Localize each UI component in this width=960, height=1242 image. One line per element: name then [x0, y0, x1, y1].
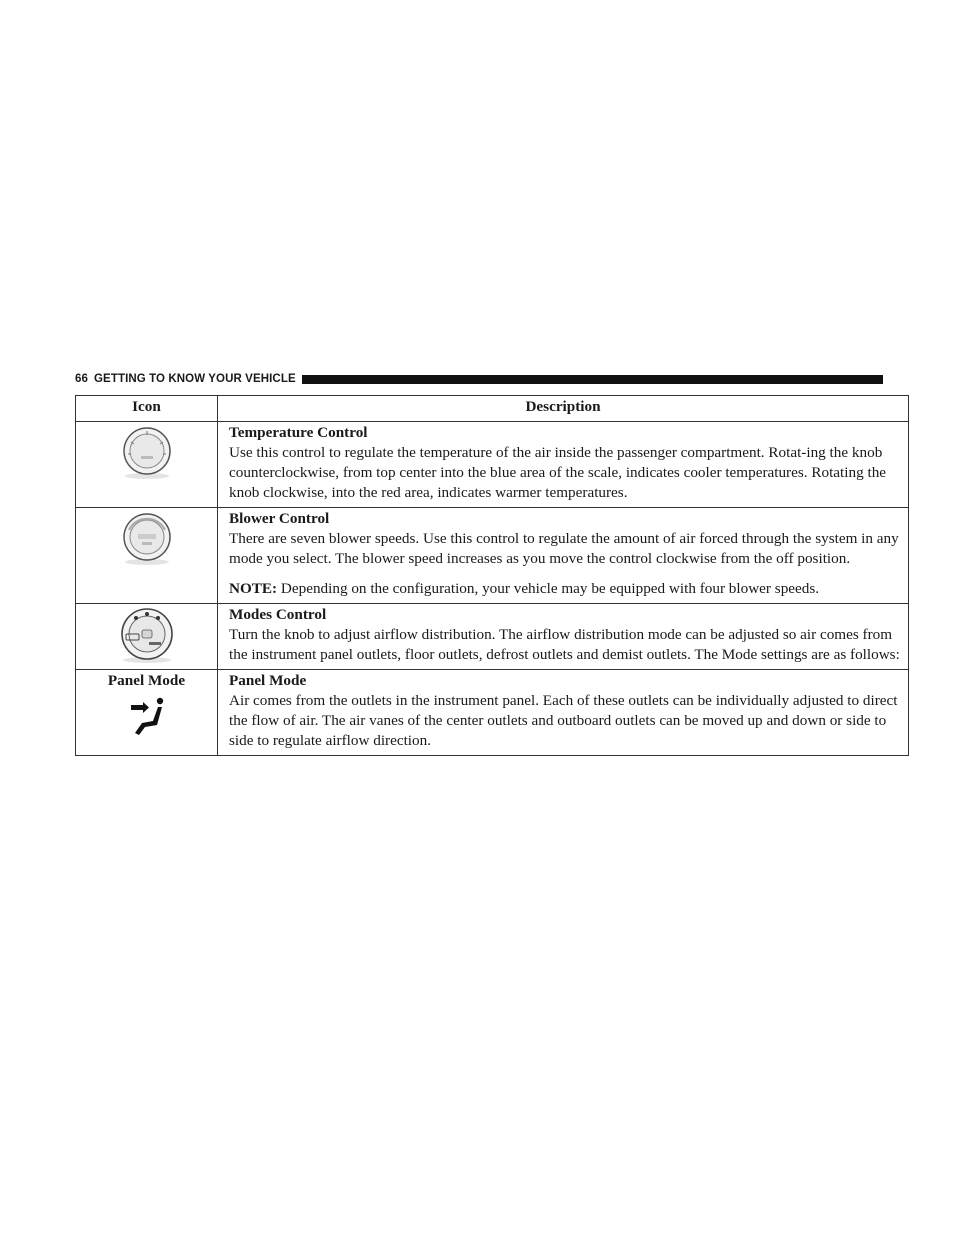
description-cell [218, 604, 909, 670]
row-title: Modes Control [229, 606, 327, 623]
row-body: Turn the knob to adjust airflow distribution. The airflow distribution mode can be adjusted so air comes from the instrument panel outlets, floor outlets, defrost outlets and demist outlets. The Mode settings are as follows: [229, 626, 900, 663]
row-body: There are seven blower speeds. Use this control to regulate the amount of air forced through the system in any mode you select. The blower speed increases as you move the control clockwise from the off position. [229, 530, 899, 567]
table-row [76, 604, 909, 670]
row-body: Use this control to regulate the temperature of the air inside the passenger compartment. Rotat-ing the knob counterclockwise, from top center into the blue area of the scale, indicates cooler temperatures. Rotating the knob clockwise, into the red area, indicates warmer temperatures. [229, 444, 887, 501]
description-cell [218, 422, 909, 508]
header-rule [302, 375, 883, 384]
icon-cell [76, 422, 218, 508]
panel-mode-icon [76, 691, 217, 751]
icon-cell [76, 508, 218, 604]
section-title: GETTING TO KNOW YOUR VEHICLE [94, 373, 296, 385]
table-row [76, 422, 909, 508]
column-header-description: Description [218, 396, 909, 422]
page-header [75, 372, 883, 386]
table-header-row [76, 396, 909, 422]
note [229, 579, 904, 599]
note-label: NOTE: [229, 580, 278, 597]
row-title: Panel Mode [229, 672, 307, 689]
row-title: Temperature Control [229, 424, 368, 441]
description-cell [218, 508, 909, 604]
description-cell [218, 670, 909, 756]
table-row [76, 508, 909, 604]
climate-controls-table [75, 395, 909, 756]
page-number: 66 [75, 373, 88, 385]
table-row [76, 670, 909, 756]
note-text: Depending on the configuration, your vehicle may be equipped with four blower speeds. [280, 580, 820, 597]
modes-knob-icon [76, 604, 217, 666]
temperature-knob-icon [76, 422, 217, 482]
blower-knob-icon [76, 508, 217, 568]
column-header-icon: Icon [76, 396, 218, 422]
icon-cell [76, 604, 218, 670]
row-title: Blower Control [229, 510, 330, 527]
icon-label: Panel Mode [107, 672, 186, 689]
row-body: Air comes from the outlets in the instrument panel. Each of these outlets can be individually adjusted to direct the flow of air. The air vanes of the center outlets and outboard outlets can be moved up and down or side to side to regulate airflow direction. [229, 692, 898, 749]
icon-cell [76, 670, 218, 756]
